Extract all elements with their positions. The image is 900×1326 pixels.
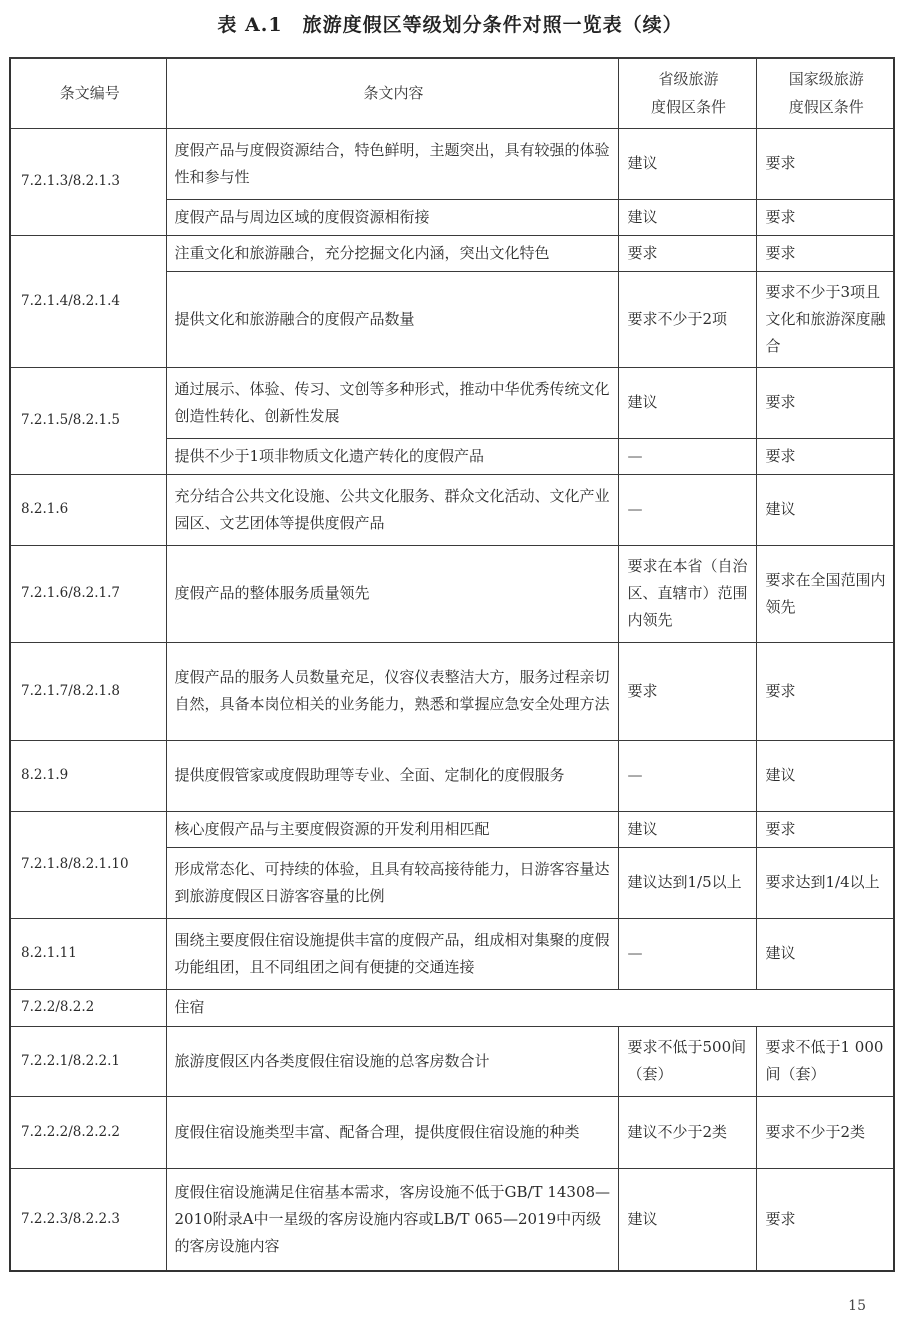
clause-code-cell: 7.2.1.6/8.2.1.7 <box>10 545 166 642</box>
table-row <box>10 989 894 1026</box>
clause-content-cell: 度假产品的整体服务质量领先 <box>166 545 618 642</box>
clause-content-cell: 充分结合公共文化设施、公共文化服务、群众文化活动、文化产业园区、文艺团体等提供度假产品 <box>166 474 618 545</box>
provincial-cell: 建议 <box>618 811 756 847</box>
national-cell: 要求 <box>756 367 894 438</box>
provincial-cell: 建议达到1/5以上 <box>618 847 756 918</box>
clause-content-cell: 注重文化和旅游融合，充分挖掘文化内涵，突出文化特色 <box>166 235 618 271</box>
provincial-cell: 要求不低于500间（套） <box>618 1026 756 1096</box>
table-row <box>10 128 894 199</box>
table-row <box>10 1026 894 1096</box>
clause-content-cell: 围绕主要度假住宿设施提供丰富的度假产品，组成相对集聚的度假功能组团，且不同组团之间有便捷的交通连接 <box>166 918 618 989</box>
clause-content-cell: 度假产品与度假资源结合，特色鲜明，主题突出，具有较强的体验性和参与性 <box>166 128 618 199</box>
provincial-cell: 要求不少于2项 <box>618 271 756 367</box>
header-code: 条文编号 <box>10 58 166 128</box>
clause-code-cell: 7.2.1.7/8.2.1.8 <box>10 642 166 740</box>
provincial-cell: 要求 <box>618 642 756 740</box>
provincial-cell: 建议 <box>618 1168 756 1271</box>
national-cell: 要求 <box>756 642 894 740</box>
provincial-cell: 要求在本省（自治区、直辖市）范围内领先 <box>618 545 756 642</box>
provincial-cell: 建议 <box>618 367 756 438</box>
table-row <box>10 545 894 642</box>
national-cell: 要求达到1/4以上 <box>756 847 894 918</box>
national-cell: 建议 <box>756 918 894 989</box>
table-row <box>10 367 894 438</box>
clause-content-cell: 通过展示、体验、传习、文创等多种形式，推动中华优秀传统文化创造性转化、创新性发展 <box>166 367 618 438</box>
header-provincial: 省级旅游 度假区条件 <box>618 58 756 128</box>
clause-code-cell: 8.2.1.11 <box>10 918 166 989</box>
clause-content-cell: 度假住宿设施满足住宿基本需求，客房设施不低于GB/T 14308—2010附录A中一星级的客房设施内容或LB/T 065—2019中丙级的客房设施内容 <box>166 1168 618 1271</box>
table-row <box>10 1168 894 1271</box>
table-header-row <box>10 58 894 128</box>
national-cell: 要求不少于2类 <box>756 1096 894 1168</box>
clause-content-cell: 核心度假产品与主要度假资源的开发利用相匹配 <box>166 811 618 847</box>
table-row <box>10 918 894 989</box>
table-row <box>10 811 894 847</box>
clause-content-cell: 提供度假管家或度假助理等专业、全面、定制化的度假服务 <box>166 740 618 811</box>
national-cell: 要求在全国范围内领先 <box>756 545 894 642</box>
header-content: 条文内容 <box>166 58 618 128</box>
national-cell: 建议 <box>756 740 894 811</box>
clause-code-cell: 7.2.2.3/8.2.2.3 <box>10 1168 166 1271</box>
table-row <box>10 1096 894 1168</box>
provincial-cell: 建议 <box>618 128 756 199</box>
table-row <box>10 740 894 811</box>
clause-content-cell: 提供不少于1项非物质文化遗产转化的度假产品 <box>166 438 618 474</box>
table-row <box>10 235 894 271</box>
clause-content-cell: 旅游度假区内各类度假住宿设施的总客房数合计 <box>166 1026 618 1096</box>
clause-code-cell: 7.2.1.4/8.2.1.4 <box>10 235 166 367</box>
national-cell: 要求 <box>756 235 894 271</box>
clause-code-cell: 7.2.2.2/8.2.2.2 <box>10 1096 166 1168</box>
clause-code-cell: 7.2.2/8.2.2 <box>10 989 166 1026</box>
clause-code-cell: 7.2.2.1/8.2.2.1 <box>10 1026 166 1096</box>
clause-code-cell: 7.2.1.8/8.2.1.10 <box>10 811 166 918</box>
table-row <box>10 642 894 740</box>
clause-content-cell: 度假住宿设施类型丰富、配备合理，提供度假住宿设施的种类 <box>166 1096 618 1168</box>
table-row <box>10 474 894 545</box>
provincial-cell: — <box>618 740 756 811</box>
clause-code-cell: 7.2.1.5/8.2.1.5 <box>10 367 166 474</box>
national-cell: 建议 <box>756 474 894 545</box>
national-cell: 要求 <box>756 128 894 199</box>
provincial-cell: — <box>618 438 756 474</box>
clause-content-cell: 度假产品的服务人员数量充足，仪容仪表整洁大方，服务过程亲切自然，具备本岗位相关的业务能力，熟悉和掌握应急安全处理方法 <box>166 642 618 740</box>
national-cell: 要求不低于1 000间（套） <box>756 1026 894 1096</box>
national-cell: 要求不少于3项且文化和旅游深度融合 <box>756 271 894 367</box>
national-cell: 要求 <box>756 438 894 474</box>
provincial-cell: — <box>618 918 756 989</box>
clause-content-cell: 提供文化和旅游融合的度假产品数量 <box>166 271 618 367</box>
clause-code-cell: 8.2.1.9 <box>10 740 166 811</box>
national-cell: 要求 <box>756 199 894 235</box>
provincial-cell: 建议不少于2类 <box>618 1096 756 1168</box>
provincial-cell: 建议 <box>618 199 756 235</box>
page-number: 15 <box>848 1298 866 1314</box>
provincial-cell: 要求 <box>618 235 756 271</box>
section-heading-cell: 住宿 <box>166 989 894 1026</box>
clause-code-cell: 7.2.1.3/8.2.1.3 <box>10 128 166 235</box>
provincial-cell: — <box>618 474 756 545</box>
header-national: 国家级旅游 度假区条件 <box>756 58 894 128</box>
clause-content-cell: 形成常态化、可持续的体验，且具有较高接待能力，日游客容量达到旅游度假区日游客容量的比例 <box>166 847 618 918</box>
national-cell: 要求 <box>756 1168 894 1271</box>
conditions-table <box>9 57 895 1272</box>
clause-code-cell: 8.2.1.6 <box>10 474 166 545</box>
clause-content-cell: 度假产品与周边区域的度假资源相衔接 <box>166 199 618 235</box>
table-title: 表 A.1 旅游度假区等级划分条件对照一览表（续） <box>217 14 683 36</box>
national-cell: 要求 <box>756 811 894 847</box>
